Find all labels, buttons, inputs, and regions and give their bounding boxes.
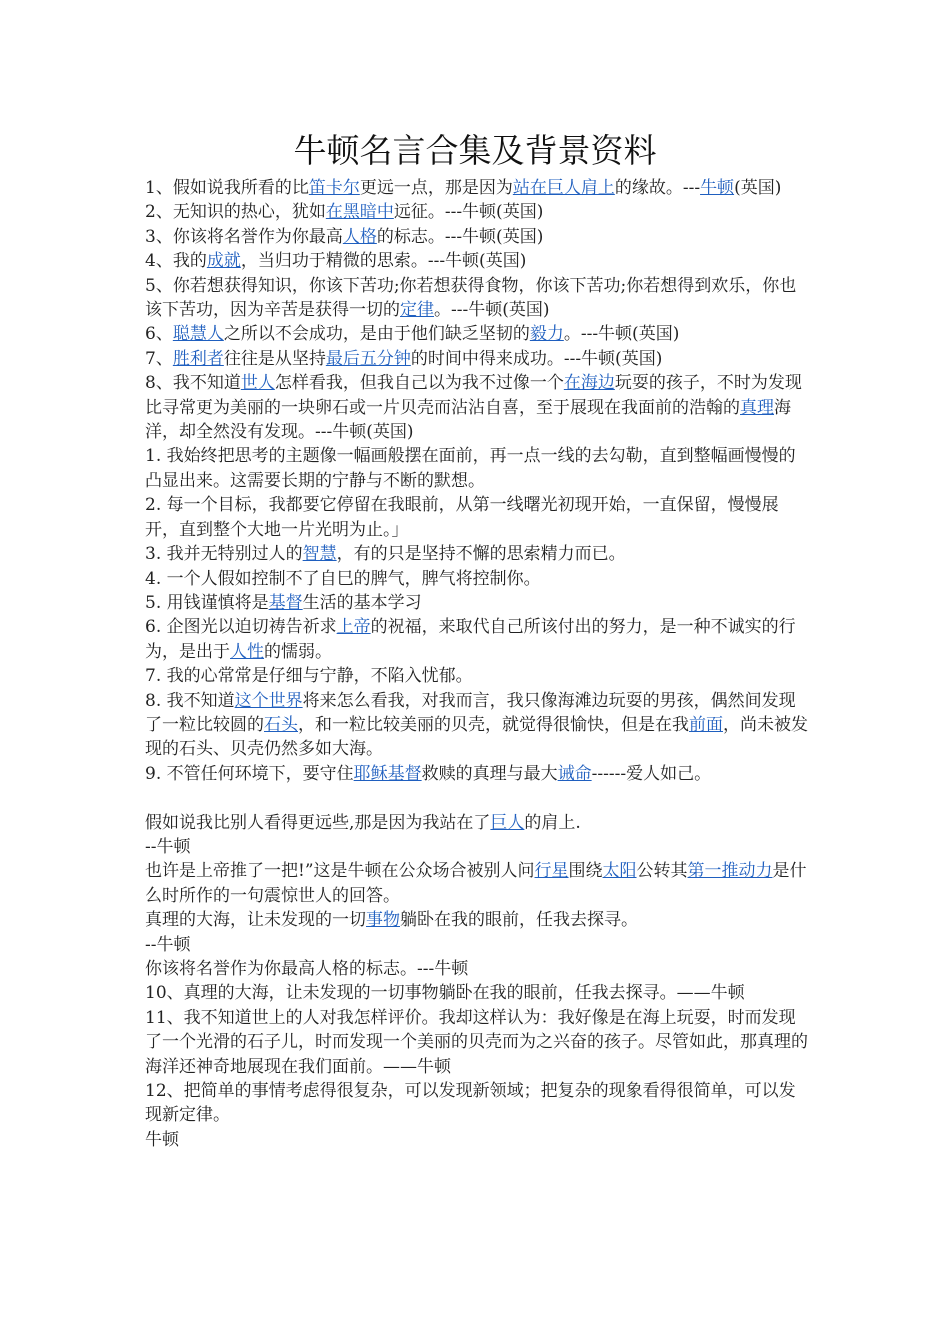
hyperlink[interactable]: 第一推动力 [687, 861, 773, 882]
paragraph-text: 1、假如说我所看的比 [145, 178, 309, 198]
paragraph-text: --牛顿 [145, 836, 191, 857]
paragraph [145, 542, 810, 566]
paragraph-text: 将来怎么看我，对我而言，我只像海滩边玩耍的男孩，偶然间发现了一粒比较圆的 [145, 690, 796, 735]
paragraph-text: 8、我不知道 [145, 373, 241, 394]
hyperlink[interactable]: 上帝 [336, 617, 371, 638]
paragraph-text: 更远一点，那是因为 [359, 178, 513, 198]
paragraph-text: 2. 每一个目标，我都要它停留在我眼前，从第一线曙光初现开始，一直保留，慢慢展开，直到整个大地一片光明为止。」 [145, 495, 779, 540]
paragraph [145, 371, 810, 444]
hyperlink[interactable]: 巨人 [490, 812, 525, 833]
hyperlink[interactable]: 事物 [366, 910, 400, 931]
paragraph-text: 。---牛顿(英国) [434, 300, 550, 321]
hyperlink[interactable]: 胜利者 [172, 348, 224, 369]
hyperlink[interactable]: 站在巨人肩上 [512, 178, 615, 198]
paragraph [145, 615, 810, 664]
paragraph-text: 你该将名誉作为你最高人格的标志。---牛顿 [145, 958, 469, 979]
paragraph-text: 6、 [145, 324, 173, 345]
paragraph [145, 811, 810, 835]
paragraph-text: 的懦弱。 [264, 641, 332, 662]
paragraph [145, 225, 810, 249]
paragraph-text: 也许是上帝推了一把!”这是牛顿在公众场合被别人问 [145, 861, 535, 882]
paragraph-text: 远征。---牛顿(英国) [393, 202, 544, 223]
paragraph-text: 7、 [145, 348, 173, 369]
paragraph-text: 的时间中得来成功。---牛顿(英国) [410, 348, 663, 369]
paragraph-text: 5、你若想获得知识，你该下苦功;你若想获得食物，你该下苦功;你若想得到欢乐，你也该下苦功，因为辛苦是获得一切的 [145, 275, 797, 321]
hyperlink[interactable]: 世人 [240, 373, 275, 394]
paragraph [145, 200, 810, 224]
paragraph [145, 347, 810, 371]
hyperlink[interactable]: 诫命 [557, 763, 592, 784]
paragraph [145, 835, 810, 859]
paragraph-text: 9. 不管任何环境下，要守住 [145, 763, 354, 784]
paragraph-text: 。---牛顿(英国) [563, 324, 680, 345]
paragraph-text: 3、你该将名誉作为你最高 [145, 226, 343, 247]
paragraph-text: ，当归功于精微的思索。---牛顿(英国) [240, 251, 527, 272]
paragraph-text: --牛顿 [145, 934, 191, 955]
paragraph [145, 567, 810, 591]
hyperlink[interactable]: 最后五分钟 [325, 348, 411, 369]
paragraph-text: 4. 一个人假如控制不了自巳的脾气，脾气将控制你。 [145, 568, 541, 589]
paragraph [145, 664, 810, 688]
paragraph-text: 6. 企图光以迫切祷告祈求 [145, 617, 337, 638]
paragraph-text: 躺卧在我的眼前，任我去探寻。 [400, 910, 638, 931]
paragraph [145, 762, 810, 786]
paragraph-text: 海洋，却全然没有发现。---牛顿(英国) [145, 397, 791, 443]
paragraph-text: 的祝福，来取代自己所该付出的努力，是一种不诚实的行为，是出于 [145, 617, 796, 662]
paragraph-text: 10、真理的大海，让未发现的一切事物躺卧在我的眼前，任我去探寻。——牛顿 [145, 983, 745, 1004]
paragraph [145, 322, 810, 346]
paragraph-text: 公转其 [636, 861, 688, 882]
paragraph-text: ------爱人如己。 [591, 763, 712, 784]
hyperlink[interactable]: 真理 [740, 397, 774, 418]
paragraph-text: 2、无知识的热心，犹如 [145, 202, 326, 223]
hyperlink[interactable]: 笛卡尔 [308, 178, 360, 198]
paragraph [145, 957, 810, 981]
paragraph [145, 444, 810, 493]
paragraph-text: 12、把简单的事情考虑得很复杂，可以发现新领域；把复杂的现象看得很简单，可以发现新定律。 [145, 1081, 796, 1126]
paragraph [145, 933, 810, 957]
hyperlink[interactable]: 智慧 [302, 544, 337, 565]
hyperlink[interactable]: 行星 [534, 861, 569, 882]
hyperlink[interactable]: 聪慧人 [172, 324, 224, 345]
paragraph-text: ，和一粒比较美丽的贝壳，就觉得很愉快，但是在我 [298, 714, 689, 735]
paragraph [145, 908, 810, 932]
paragraph-text: 假如说我比别人看得更远些,那是因为我站在了 [145, 812, 491, 833]
hyperlink[interactable]: 毅力 [529, 324, 564, 345]
paragraph-text: 4、我的 [145, 251, 207, 272]
hyperlink[interactable]: 人性 [230, 641, 264, 662]
paragraph-text: 7. 我的心常常是仔细与宁静，不陷入忧郁。 [145, 666, 473, 687]
paragraph [145, 1006, 810, 1079]
hyperlink[interactable]: 基督 [268, 592, 303, 613]
paragraph [145, 274, 810, 323]
paragraph-text: ，有的只是坚持不懈的思索精力而已。 [336, 544, 626, 565]
paragraph [145, 176, 810, 200]
paragraph-text: 1. 我始终把思考的主题像一幅画般摆在面前，再一点一线的去勾勒，直到整幅画慢慢的凸显出来。这需要长期的宁静与不断的默想。 [145, 446, 796, 491]
paragraph-text: 11、我不知道世上的人对我怎样评价。我却这样认为：我好像是在海上玩耍，时而发现了一个光滑的石子儿，时而发现一个美丽的贝壳而为之兴奋的孩子。尽管如此，那真理的海洋还神奇地展现在我们面前。——牛顿 [145, 1007, 808, 1077]
paragraph-text: 的缘故。--- [614, 178, 701, 198]
paragraph [145, 591, 810, 615]
paragraph [145, 1079, 810, 1128]
paragraph [145, 689, 810, 762]
document-body [145, 176, 810, 1152]
page-title: 牛顿名言合集及背景资料 [293, 131, 657, 170]
paragraph-text: 之所以不会成功，是由于他们缺乏坚韧的 [223, 324, 530, 345]
paragraph-text: 玩耍的孩子，不时为发现比寻常更为美丽的一块卵石或一片贝壳而沾沾自喜，至于展现在我面前的浩翰的 [145, 373, 802, 418]
hyperlink[interactable]: 牛顿 [700, 178, 735, 198]
hyperlink[interactable]: 这个世界 [234, 690, 303, 711]
paragraph [145, 859, 810, 908]
paragraph-text: 真理的大海，让未发现的一切 [145, 910, 366, 931]
paragraph-text: 牛顿 [145, 1129, 179, 1150]
paragraph-text: 生活的基本学习 [302, 592, 422, 613]
hyperlink[interactable]: 耶稣基督 [353, 763, 422, 784]
hyperlink[interactable]: 在海边 [563, 373, 615, 394]
hyperlink[interactable]: 成就 [206, 251, 241, 272]
paragraph-text: 围绕 [568, 861, 603, 882]
paragraph [145, 1128, 810, 1152]
paragraph-text: 8. 我不知道 [145, 690, 235, 711]
hyperlink[interactable]: 太阳 [602, 861, 637, 882]
paragraph-text: (英国) [734, 178, 782, 198]
blank-line [145, 786, 810, 810]
paragraph-text: 怎样看我，但我自己以为我不过像一个 [274, 373, 564, 394]
paragraph-text: 往往是从坚持 [223, 348, 326, 369]
paragraph [145, 493, 810, 542]
paragraph-text: 的肩上. [524, 812, 581, 833]
hyperlink[interactable]: 在黑暗中 [325, 202, 394, 223]
hyperlink[interactable]: 人格 [342, 226, 377, 247]
paragraph-text: 5. 用钱谨慎将是 [145, 592, 269, 613]
hyperlink[interactable]: 石头 [264, 714, 298, 735]
hyperlink[interactable]: 定律 [400, 300, 434, 321]
paragraph-text: ，尚未被发现的石头、贝壳仍然多如大海。 [145, 714, 808, 760]
paragraph [145, 981, 810, 1005]
paragraph-text: 是什么时所作的一句震惊世人的回答。 [145, 861, 807, 906]
paragraph-text: 救赎的真理与最大 [421, 763, 558, 784]
paragraph [145, 249, 810, 273]
hyperlink[interactable]: 前面 [689, 714, 723, 735]
paragraph-text: 的标志。---牛顿(英国) [376, 226, 544, 247]
paragraph-text: 3. 我并无特别过人的 [145, 544, 303, 565]
